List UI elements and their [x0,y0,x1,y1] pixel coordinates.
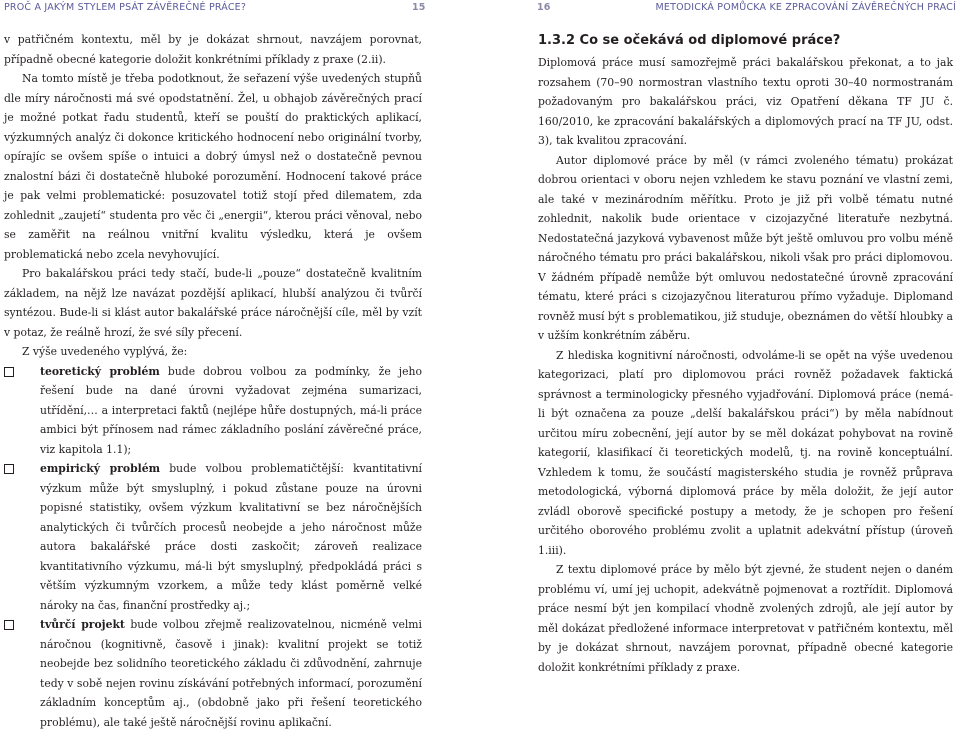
right-page-number: 16 [537,2,551,13]
paragraph: Na tomto místě je třeba podotknout, že seřazení výše uvedených stupňů dle míry náročnosti má své opodstatnění. Žel, u obhajob závěrečných prací je možné potkat řadu studentů, kteří se pouští do praktických aplikací, výzkumných analýz či dokonce kritického hodnocení nebo originální tvorby, opírajíc se ovšem spíše o intuici a dobrý úmysl než o dostatečně pevnou znalostní bázi či dostatečně hluboké porozumění. Hodnocení takové práce je pak velmi problematické: posuzovatel totiž stojí před dilematem, zda zohlednit „zaujetí“ studenta pro věc či „energii“, kterou práci věnoval, nebo se zaměřit na reálnou vnitřní kvalitu výsledku, která je ovšem problematická nebo zcela nevyhovující. [4,69,422,264]
list-item-term: teoretický problém [40,365,160,378]
left-header-title: PROČ A JAKÝM STYLEM PSÁT ZÁVĚREČNÉ PRÁCE? [4,2,246,13]
paragraph: Autor diplomové práce by měl (v rámci zvoleného tématu) prokázat dobrou orientaci v oboru nejen vzhledem ke stavu poznání ve vlastní zemi, ale také v mezinárodním měřítku. Proto je již při volbě tématu nutné zohlednit, nakolik bude orientace v cizojazyčné literatuře nezbytná. Nedostatečná jazyková vybavenost může být ještě omluvou pro volbu méně náročného tématu pro práci bakalářskou, nikoli však pro práci diplomovou. V žádném případě nemůže být omluvou nedostatečné úrovně zpracování tématu, které práci s cizojazyčnou literaturou přímo vyžaduje. Diplomand rovněž musí být s problematikou, již studuje, obeznámen do větší hloubky a v užším konkrétním záběru. [538,151,953,346]
list-item [4,362,422,460]
list-item-term: empirický problém [40,462,160,475]
left-page-header [0,2,480,16]
checkbox-bullet-icon [4,464,14,474]
right-page [480,0,960,666]
section-heading: 1.3.2 Co se očekává od diplomové práce? [538,32,953,50]
left-page-body [4,30,422,732]
paragraph: v patřičném kontextu, měl by je dokázat shrnout, navzájem porovnat, případně obecné kategorie doložit konkrétními příklady z praxe (2.ii). [4,30,422,69]
right-page-body [538,32,953,677]
checkbox-bullet-icon [4,367,14,377]
list-item-text: bude volbou zřejmě realizovatelnou, nicméně velmi náročnou (kognitivně, časově i jinak): kvalitní projekt se totiž neobejde bez solidního teoretického základu či zdůvodnění, zahrnuje tedy v sobě nejen rovinu získávání potřebných informací, porozumění základním konceptům aj., (obdobně jako při řešení teoretického problému), ale také ještě náročnější rovinu aplikační. [40,618,422,729]
paragraph: Pro bakalářskou práci tedy stačí, bude-li „pouze“ dostatečně kvalitním základem, na nějž lze navázat pozdější aplikací, hlubší analýzou či tvůrčí syntézou. Bude-li si klást autor bakalářské práce náročnější cíle, měl by vzít v potaz, že reálně hrozí, že své síly přecení. [4,264,422,342]
list-item-term: tvůrčí projekt [40,618,125,631]
paragraph: Z hlediska kognitivní náročnosti, odvoláme-li se opět na výše uvedenou kategorizaci, platí pro diplomovou práci rovněž požadavek faktická správnost a terminologicky přesného vyjadřování. Diplomová práce (nemá-li být označena za pouze „delší bakalářskou práci“) by měla nabídnout určitou míru zobecnění, její autor by se měl dokázat pohybovat na rovině kategorií, klasifikací či teoretických modelů, tj. na rovině konceptuální. Vzhledem k tomu, že součástí magisterského studia je rovněž průprava metodologická, výborná diplomová práce by měla doložit, že její autor zvládl oborově specifické postupy a metody, že je schopen pro řešení určitého oborového problému zvolit a uplatnit adekvátní přístup (úroveň 1.iii). [538,346,953,561]
left-page-number: 15 [412,2,426,13]
checkbox-bullet-icon [4,620,14,630]
right-header-title: METODICKÁ POMŮCKA KE ZPRACOVÁNÍ ZÁVĚREČNÝCH PRACÍ [655,2,956,13]
paragraph: Z textu diplomové práce by mělo být zjevné, že student nejen o daném problému ví, umí jej uchopit, adekvátně pojmenovat a roztřídit. Diplomová práce nesmí být jen kompilací vhodně zvolených zdrojů, ale její autor by měl dokázat předložené informace interpretovat v patřičném kontextu, měl by je dokázat shrnout, navzájem porovnat, případně obecné kategorie doložit konkrétními příklady z praxe. [538,560,953,677]
list-item-text: bude volbou problematičtější: kvantitativní výzkum může být smysluplný, i pokud zůstane pouze na úrovni popisné statistiky, ovšem výzkum kvalitativní se bez náročnějších analytických či tvůrčích procesů neobejde a jeho náročnost může autora bakalářské práce dosti zaskočit; zároveň realizace kvantitativního výzkumu, má-li být smysluplný, předpokládá práci s větším výzkumným vzorkem, a může tedy klást poměrně velké nároky na čas, finanční prostředky aj.; [40,462,422,612]
list-item [4,459,422,615]
left-page [0,0,480,666]
right-page-header [480,2,960,16]
paragraph: Diplomová práce musí samozřejmě práci bakalářskou překonat, a to jak rozsahem (70–90 normostran vlastního textu oproti 30–40 normostranám požadovaným pro bakalářskou práci, viz Opatření děkana TF JU č. 160/2010, ke zpracování bakalářských a diplomových prací na TF JU, odst. 3), tak kvalitou zpracování. [538,53,953,151]
list-item-text: bude dobrou volbou za podmínky, že jeho řešení bude na dané úrovni vyžadovat zejména sumarizaci, utřídění,… a interpretaci faktů (nejlépe hůře dostupných, má-li práce ambici být přínosem nad rámec základního poslání závěrečné práce, viz kapitola 1.1); [40,365,422,456]
bullet-list [4,362,422,732]
paragraph: Z výše uvedeného vyplývá, že: [4,342,422,362]
list-item [4,615,422,732]
